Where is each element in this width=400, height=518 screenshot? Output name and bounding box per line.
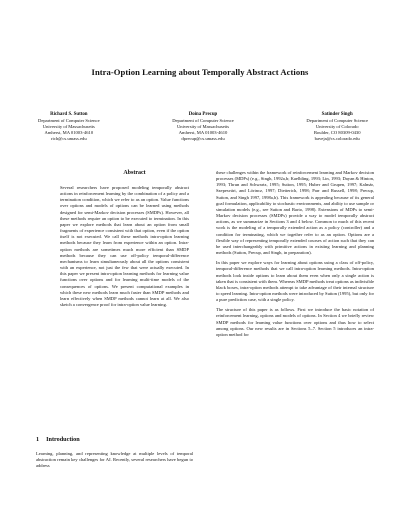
body-paragraph: these challenges within the framework of reinforcement learning and Markov decision processes (MDPs) (e.g., Singh, 1992a,b; Kaelbling, 1993; Lin, 1993; Dayan & Hinton, 1993; Thrun and Schwartz, 1995; Sutton, 1995; Huber and Grupen, 1997; Kalmár, Szepesvári, and Lörincz, 1997; Dietterich, 1998; Parr and Russell, 1998; Precup, Sutton, and Singh 1997, 1998a,b). This framework is appealing because of its general goal formulation, applicability to stochastic environments, and ability to use sample or simulation models (e.g., see Sutton and Barto, 1998). Extensions of MDPs to semi-Markov decision processes (SMDPs) provide a way to model temporally abstract actions, as we summarize in Sections 3 and 4 below. Common to much of this recent work is the modeling of a temporally extended action as a policy (controller) and a condition for terminating, which we together refer to as an option. Options are a flexible way of representing temporally extended courses of action such that they can be used interchangeably with primitive actions in existing learning and planning methods (Sutton, Precup, and Singh, in preparation). bbox=[216, 170, 374, 256]
right-column bbox=[216, 170, 374, 342]
body-paragraph: In this paper we explore ways for learning about options using a class of off-policy, temporal-difference methods that we call intra-option learning methods. Intra-option methods look inside options to learn about them even when only a single action is taken that is consistent with them. Whereas SMDP methods treat options as indivisible black boxes, intra-option methods attempt to take advantage of their internal structure to speed learning. Intra-option methods were introduced by Sutton (1995), but only for a pure prediction case, with a single policy. bbox=[216, 260, 374, 303]
author-address: Amherst, MA 01003-4610 bbox=[44, 130, 94, 136]
author-name: Satinder Singh bbox=[321, 112, 353, 117]
author-1 bbox=[38, 112, 100, 162]
section-title: Introduction bbox=[46, 436, 80, 443]
author-dept: Department of Computer Science bbox=[172, 118, 234, 124]
author-2 bbox=[172, 112, 234, 162]
body-paragraph: The structure of this paper is as follows. First we introduce the basic notation of reinforcement learning, options and models of options. In Section 4 we briefly review SMDP methods for learning value functions over options and thus how to select among options. Our new results are in Sections 5–7. Section 5 introduces an intra-option method for bbox=[216, 307, 374, 337]
author-institution: University of Massachusetts bbox=[176, 124, 230, 130]
paper-title: Intra-Option Learning about Temporally Abstract Actions bbox=[91, 67, 309, 77]
author-email: rich@cs.umass.edu bbox=[51, 136, 87, 142]
section-number: 1 bbox=[36, 436, 40, 443]
author-address: Amherst, MA 01003-4610 bbox=[178, 130, 228, 136]
author-dept: Department of Computer Science bbox=[38, 118, 100, 124]
author-name: Doina Precup bbox=[188, 112, 218, 117]
author-name: Richard S. Sutton bbox=[50, 112, 88, 117]
abstract-heading: Abstract bbox=[123, 170, 146, 176]
author-3 bbox=[306, 112, 368, 162]
abstract-text: Several researchers have proposed modeling temporally abstract actions in reinforcement learning by the combination of a policy and a termination condition, which we refer to as an option. Value functions over options and models of options can be learned using methods designed for semi-Markov decision processes (SMDPs). However, all these methods require an option to be executed to termination. In this paper we explore methods that learn about an option from small fragments of experience consistent with that option, even if the option itself is not executed. We call these methods intra-option learning methods because they learn from experience within an option. Intra-option methods are sometimes much more efficient than SMDP methods because they can use off-policy temporal-difference mechanisms to learn simultaneously about all the options consistent with an experience, not just the few that were actually executed. In this paper we present intra-option learning methods for learning value functions over options and for learning multi-time models of the consequences of options. We present computational examples in which these new methods learn much faster than SMDP methods and learn effectively when SMDP methods cannot learn at all. We also sketch a convergence proof for intra-option value learning. bbox=[60, 185, 189, 307]
author-email: baveja@cs.colorado.edu bbox=[314, 136, 360, 142]
author-address: Boulder, CO 80309-0430 bbox=[313, 130, 361, 136]
author-institution: University of Massachusetts bbox=[42, 124, 95, 130]
section-heading bbox=[36, 436, 87, 443]
author-email: dprecup@cs.umass.edu bbox=[181, 136, 225, 142]
author-dept: Department of Computer Science bbox=[306, 118, 368, 124]
author-institution: University of Colorado bbox=[315, 124, 359, 130]
intro-paragraph: Learning, planning, and representing knowledge at multiple levels of temporal abstraction remain key challenges for AI. Recently, several researchers have begun to address bbox=[36, 451, 193, 469]
author-block bbox=[38, 112, 368, 162]
